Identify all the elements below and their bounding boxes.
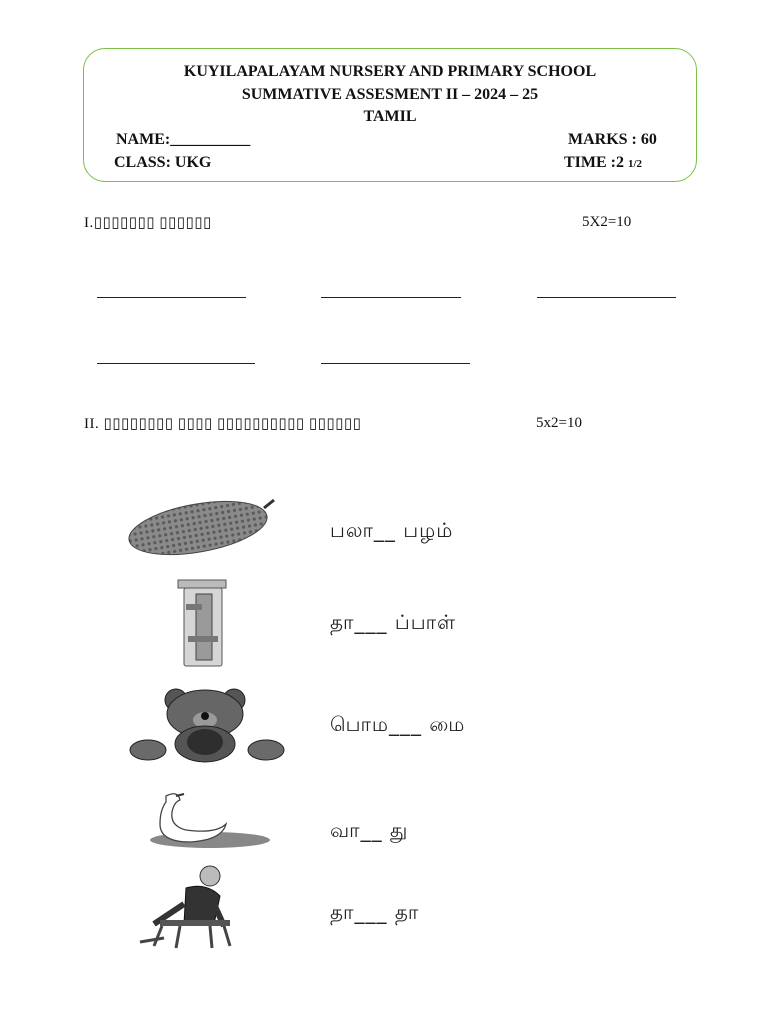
section2-score: 5x2=10 [536,415,582,431]
section1-score: 5X2=10 [582,214,632,230]
time-field [564,154,642,172]
door-latch-image [126,574,276,674]
subject-title: TAMIL [363,108,417,125]
class-field: CLASS: UKG [114,154,212,171]
section1-number: I. [84,215,94,231]
word-door-latch: தா___ ப்பாள் [330,610,457,634]
word-duck: வா__ து [330,818,409,842]
header-box [83,48,697,182]
answer-blank-2[interactable] [321,297,461,298]
picture-word-list [122,490,608,950]
duck-image [126,790,276,854]
jackfruit-image [126,490,276,560]
name-field: NAME:__________ [116,131,251,148]
list-item [122,686,608,776]
section1-heading [84,213,212,232]
list-item [122,864,608,954]
grandfather-image [126,864,256,950]
section2-heading [84,414,361,433]
answer-blank-1[interactable] [97,297,246,298]
school-name: KUYILAPALAYAM NURSERY AND PRIMARY SCHOOL [183,63,597,80]
section1-title: ▯▯▯▯▯▯▯ ▯▯▯▯▯▯ [93,215,212,231]
exam-title: SUMMATIVE ASSESMENT II – 2024 – 25 [241,86,539,103]
marks-field: MARKS : 60 [568,131,657,148]
answer-blank-4[interactable] [97,363,255,364]
time-fraction: 1/2 [628,158,643,170]
section2-title: ▯▯▯▯▯▯▯▯ ▯▯▯▯ ▯▯▯▯▯▯▯▯▯▯ ▯▯▯▯▯▯ [103,416,362,432]
list-item [122,574,608,664]
answer-blank-5[interactable] [321,363,470,364]
time-value: TIME :2 [564,154,624,171]
word-teddy-bear: பொம___ மை [330,712,466,736]
teddy-bear-image [126,686,296,768]
word-jackfruit: பலா__ பழம் [330,518,454,542]
list-item [122,490,608,580]
section2-number: II. [84,416,100,432]
answer-blank-3[interactable] [537,297,676,298]
word-grandfather: தா___ தா [330,900,420,924]
